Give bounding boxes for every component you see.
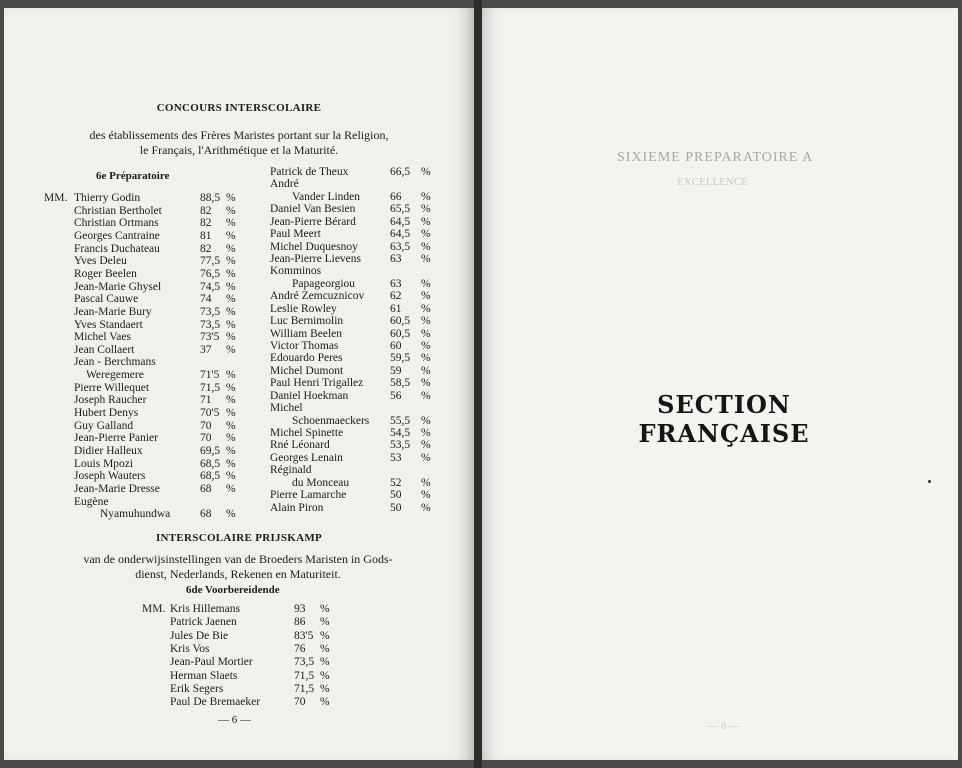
student-name: André bbox=[270, 178, 299, 191]
student-score: 71 bbox=[200, 394, 212, 407]
student-score: 68 bbox=[200, 482, 212, 495]
student-name: Jean-Marie Bury bbox=[74, 305, 152, 318]
result-row bbox=[74, 458, 238, 471]
result-row bbox=[74, 243, 238, 256]
student-score: 71'5 bbox=[200, 369, 220, 382]
result-row bbox=[270, 502, 433, 515]
student-name: Alain Piron bbox=[270, 501, 324, 514]
intro-line-2: le Français, l'Arithmétique et la Maturité. bbox=[139, 143, 339, 157]
result-row bbox=[74, 192, 238, 205]
student-name: Paul Henri Trigallez bbox=[270, 377, 364, 390]
honorific-label: MM. bbox=[44, 192, 68, 204]
student-name: Daniel Hoekman bbox=[270, 389, 349, 402]
student-name: Paul Meert bbox=[270, 228, 321, 241]
result-row bbox=[74, 382, 238, 395]
student-name: Jean-Pierre Lievens bbox=[270, 253, 362, 265]
result-row bbox=[270, 290, 433, 303]
result-row bbox=[74, 369, 238, 382]
result-row bbox=[270, 191, 433, 204]
student-name: Michel Vaes bbox=[74, 331, 131, 344]
percent-sign: % bbox=[320, 669, 330, 682]
result-row bbox=[270, 228, 433, 241]
result-row bbox=[74, 331, 238, 344]
result-row bbox=[170, 630, 332, 643]
student-score: 74,5 bbox=[200, 280, 221, 293]
student-score: 93 bbox=[294, 603, 306, 615]
percent-sign: % bbox=[226, 242, 236, 255]
result-row bbox=[270, 427, 433, 440]
result-row bbox=[270, 178, 433, 191]
percent-sign: % bbox=[226, 381, 236, 394]
student-score: 82 bbox=[200, 204, 212, 217]
percent-sign: % bbox=[226, 280, 236, 293]
result-row bbox=[74, 496, 238, 509]
student-name: Roger Beelen bbox=[74, 267, 137, 280]
student-name: Eugène bbox=[74, 495, 109, 508]
percent-sign: % bbox=[320, 656, 330, 669]
student-score: 61 bbox=[390, 302, 402, 315]
student-score: 68,5 bbox=[200, 457, 221, 470]
percent-sign: % bbox=[226, 217, 236, 230]
student-score: 66 bbox=[390, 190, 402, 203]
student-name: Didier Halleux bbox=[74, 445, 143, 457]
result-row bbox=[74, 281, 238, 294]
result-row bbox=[270, 166, 433, 179]
result-row bbox=[270, 315, 433, 328]
student-name: Jean-Pierre Bérard bbox=[270, 215, 356, 228]
result-row bbox=[170, 696, 332, 709]
student-name: Michel Dumont bbox=[270, 364, 344, 377]
prijskamp-title: INTERSCOLAIRE PRIJSKAMP bbox=[155, 532, 323, 544]
percent-sign: % bbox=[226, 293, 236, 306]
student-score: 56 bbox=[390, 389, 402, 402]
result-row bbox=[170, 616, 332, 629]
page-number: — 6 — bbox=[218, 714, 251, 726]
percent-sign: % bbox=[421, 290, 431, 303]
student-name: Rné Léonard bbox=[270, 439, 330, 452]
percent-sign: % bbox=[226, 255, 236, 268]
student-score: 58,5 bbox=[390, 377, 411, 390]
honorific-label-nl: MM. bbox=[142, 603, 166, 615]
result-row bbox=[170, 603, 332, 616]
percent-sign: % bbox=[421, 203, 431, 216]
student-name: Pierre Willequet bbox=[74, 381, 150, 394]
grade-heading-fr: 6e Préparatoire bbox=[96, 170, 170, 182]
percent-sign: % bbox=[320, 616, 330, 629]
student-name: Nyamuhundwa bbox=[100, 508, 171, 521]
percent-sign: % bbox=[226, 419, 236, 432]
result-row bbox=[74, 255, 238, 268]
student-score: 63,5 bbox=[390, 240, 411, 253]
student-score: 70 bbox=[200, 432, 212, 445]
student-name: Leslie Rowley bbox=[270, 302, 337, 315]
student-name: Patrick de Theux bbox=[270, 166, 349, 178]
result-row bbox=[270, 328, 433, 341]
student-score: 64,5 bbox=[390, 215, 411, 228]
result-row bbox=[170, 683, 332, 696]
percent-sign: % bbox=[320, 642, 330, 655]
student-name: Yves Deleu bbox=[74, 255, 127, 268]
result-row bbox=[270, 452, 433, 465]
student-name: Michel bbox=[270, 402, 303, 415]
percent-sign: % bbox=[226, 305, 236, 318]
student-name: Pierre Lamarche bbox=[270, 489, 347, 502]
result-row bbox=[270, 390, 433, 403]
result-row bbox=[270, 464, 433, 477]
result-row bbox=[270, 415, 433, 428]
student-name: Daniel Van Besien bbox=[270, 203, 356, 216]
percent-sign: % bbox=[226, 318, 236, 331]
student-name: Christian Bertholet bbox=[74, 204, 162, 217]
student-name: Joseph Wauters bbox=[74, 470, 146, 483]
percent-sign: % bbox=[421, 439, 431, 452]
result-row bbox=[270, 352, 433, 365]
percent-sign: % bbox=[421, 389, 431, 402]
percent-sign: % bbox=[421, 427, 431, 440]
percent-sign: % bbox=[421, 240, 431, 253]
result-row bbox=[74, 445, 238, 458]
student-name: Hubert Denys bbox=[74, 407, 139, 420]
student-name: Georges Cantraine bbox=[74, 229, 160, 242]
student-name: Herman Slaets bbox=[170, 669, 238, 682]
percent-sign: % bbox=[226, 229, 236, 242]
student-score: 71,5 bbox=[294, 669, 315, 682]
intro2-line-2: dienst, Nederlands, Rekenen en Maturiteit. bbox=[135, 567, 341, 581]
percent-sign: % bbox=[320, 682, 330, 695]
result-row bbox=[270, 477, 433, 490]
student-name: Jean-Marie Dresse bbox=[74, 482, 160, 495]
student-score: 73,5 bbox=[200, 318, 221, 331]
bleed-through-folio: — 8 — bbox=[707, 720, 740, 732]
student-score: 83'5 bbox=[294, 629, 314, 642]
student-name: Guy Galland bbox=[74, 419, 134, 432]
result-row bbox=[74, 205, 238, 218]
intro-paragraph bbox=[24, 128, 454, 158]
student-name: André Zemcuznicov bbox=[270, 290, 365, 303]
student-score: 54,5 bbox=[390, 427, 411, 440]
percent-sign: % bbox=[421, 302, 431, 315]
bleed-through-heading: SIXIEME PREPARATOIRE A bbox=[617, 150, 814, 165]
result-row bbox=[170, 670, 332, 683]
result-row bbox=[74, 432, 238, 445]
student-score: 71,5 bbox=[294, 682, 315, 695]
student-score: 73,5 bbox=[294, 656, 315, 669]
student-name: Francis Duchateau bbox=[74, 242, 160, 255]
concours-title: CONCOURS INTERSCOLAIRE bbox=[156, 102, 322, 114]
student-name: Michel Spinette bbox=[270, 427, 344, 440]
result-row bbox=[74, 420, 238, 433]
result-row bbox=[74, 407, 238, 420]
result-row bbox=[270, 340, 433, 353]
result-row bbox=[74, 394, 238, 407]
student-name: Jean-Paul Mortier bbox=[170, 656, 253, 669]
student-name: Pascal Cauwe bbox=[74, 293, 139, 306]
student-score: 68,5 bbox=[200, 470, 221, 483]
student-score: 63 bbox=[390, 253, 402, 265]
student-score: 76,5 bbox=[200, 267, 221, 280]
result-row bbox=[270, 377, 433, 390]
student-name: Louis Mpozi bbox=[74, 457, 134, 470]
student-score: 66,5 bbox=[390, 166, 411, 178]
result-row bbox=[270, 365, 433, 378]
percent-sign: % bbox=[320, 629, 330, 642]
student-name: Luc Bernimolin bbox=[270, 315, 344, 328]
student-score: 50 bbox=[390, 501, 402, 514]
percent-sign: % bbox=[421, 476, 431, 489]
student-name: Schoenmaeckers bbox=[292, 414, 370, 427]
result-row bbox=[270, 253, 433, 266]
intro2-paragraph bbox=[18, 552, 458, 582]
intro-line-1: des établissements des Frères Maristes portant sur la Religion, bbox=[89, 128, 389, 142]
student-name: Edouardo Peres bbox=[270, 352, 343, 365]
percent-sign: % bbox=[226, 470, 236, 483]
student-score: 70'5 bbox=[200, 407, 220, 420]
percent-sign: % bbox=[421, 364, 431, 377]
percent-sign: % bbox=[226, 204, 236, 217]
bleed-through-subheading: EXCELLENCE bbox=[677, 176, 748, 188]
student-name: Jules De Bie bbox=[170, 629, 229, 642]
student-score: 60,5 bbox=[390, 327, 411, 340]
student-score: 82 bbox=[200, 242, 212, 255]
student-name: Jean-Pierre Panier bbox=[74, 432, 158, 445]
student-name: Georges Lenain bbox=[270, 451, 343, 464]
student-name: Michel Duquesnoy bbox=[270, 240, 358, 253]
percent-sign: % bbox=[320, 696, 330, 709]
student-score: 70 bbox=[200, 419, 212, 432]
student-name: Komminos bbox=[270, 265, 322, 278]
result-row bbox=[270, 216, 433, 229]
student-score: 63 bbox=[390, 277, 402, 290]
book-gutter bbox=[474, 0, 482, 768]
left-page bbox=[4, 8, 474, 760]
percent-sign: % bbox=[421, 327, 431, 340]
student-name: Vander Linden bbox=[292, 190, 361, 203]
percent-sign: % bbox=[226, 267, 236, 280]
result-row bbox=[74, 217, 238, 230]
student-score: 59,5 bbox=[390, 352, 411, 365]
student-score: 50 bbox=[390, 489, 402, 502]
student-score: 71,5 bbox=[200, 381, 221, 394]
result-row bbox=[270, 203, 433, 216]
result-row bbox=[270, 439, 433, 452]
percent-sign: % bbox=[421, 501, 431, 514]
percent-sign: % bbox=[226, 445, 236, 457]
percent-sign: % bbox=[320, 603, 330, 615]
result-row bbox=[74, 319, 238, 332]
grade-heading-nl: 6de Voorbereidende bbox=[186, 584, 280, 596]
student-score: 53 bbox=[390, 451, 402, 464]
percent-sign: % bbox=[421, 190, 431, 203]
percent-sign: % bbox=[226, 343, 236, 356]
student-name: Thierry Godin bbox=[74, 192, 141, 204]
result-row bbox=[170, 656, 332, 669]
result-row bbox=[270, 241, 433, 254]
student-score: 77,5 bbox=[200, 255, 221, 268]
student-name: Patrick Jaenen bbox=[170, 616, 237, 629]
result-row bbox=[270, 303, 433, 316]
student-name: Réginald bbox=[270, 464, 312, 477]
percent-sign: % bbox=[421, 489, 431, 502]
student-name: Erik Segers bbox=[170, 682, 224, 695]
percent-sign: % bbox=[421, 228, 431, 241]
result-row bbox=[74, 306, 238, 319]
student-name: Jean Collaert bbox=[74, 343, 135, 356]
student-score: 69,5 bbox=[200, 445, 221, 457]
student-name: Victor Thomas bbox=[270, 340, 339, 353]
student-name: Papageorgiou bbox=[292, 277, 356, 290]
student-score: 62 bbox=[390, 290, 402, 303]
speck bbox=[928, 480, 931, 483]
result-row bbox=[74, 356, 238, 369]
student-score: 37 bbox=[200, 343, 212, 356]
student-score: 68 bbox=[200, 508, 212, 521]
percent-sign: % bbox=[226, 482, 236, 495]
student-name: William Beelen bbox=[270, 327, 343, 340]
percent-sign: % bbox=[226, 369, 236, 382]
intro2-line-1: van de onderwijsinstellingen van de Broeders Maristen in Gods- bbox=[83, 552, 393, 566]
student-name: Paul De Bremaeker bbox=[170, 696, 261, 709]
student-score: 65,5 bbox=[390, 203, 411, 216]
percent-sign: % bbox=[421, 451, 431, 464]
student-score: 81 bbox=[200, 229, 212, 242]
percent-sign: % bbox=[421, 277, 431, 290]
percent-sign: % bbox=[421, 414, 431, 427]
result-row bbox=[74, 470, 238, 483]
result-row bbox=[270, 278, 433, 291]
result-row bbox=[74, 230, 238, 243]
percent-sign: % bbox=[421, 166, 431, 178]
student-score: 64,5 bbox=[390, 228, 411, 241]
student-score: 52 bbox=[390, 476, 402, 489]
student-score: 74 bbox=[200, 293, 212, 306]
student-score: 60,5 bbox=[390, 315, 411, 328]
student-name: Kris Hillemans bbox=[170, 603, 240, 615]
student-name: du Monceau bbox=[292, 476, 350, 489]
result-row bbox=[270, 489, 433, 502]
student-score: 76 bbox=[294, 642, 306, 655]
student-score: 60 bbox=[390, 340, 402, 353]
student-score: 73'5 bbox=[200, 331, 220, 344]
result-row bbox=[270, 265, 433, 278]
percent-sign: % bbox=[226, 394, 236, 407]
result-row bbox=[270, 402, 433, 415]
student-name: Yves Standaert bbox=[74, 318, 143, 331]
student-name: Jean - Berchmans bbox=[74, 356, 156, 369]
student-score: 70 bbox=[294, 696, 306, 709]
result-row bbox=[74, 293, 238, 306]
result-row bbox=[74, 508, 238, 521]
percent-sign: % bbox=[226, 457, 236, 470]
student-score: 53,5 bbox=[390, 439, 411, 452]
student-name: Christian Ortmans bbox=[74, 217, 159, 230]
student-name: Kris Vos bbox=[170, 642, 210, 655]
result-row bbox=[74, 268, 238, 281]
student-score: 73,5 bbox=[200, 305, 221, 318]
student-score: 59 bbox=[390, 364, 402, 377]
percent-sign: % bbox=[421, 377, 431, 390]
student-name: Joseph Raucher bbox=[74, 394, 147, 407]
percent-sign: % bbox=[421, 215, 431, 228]
student-score: 86 bbox=[294, 616, 306, 629]
percent-sign: % bbox=[421, 315, 431, 328]
result-row bbox=[74, 483, 238, 496]
right-page bbox=[482, 8, 958, 760]
percent-sign: % bbox=[421, 352, 431, 365]
student-name: Weregemere bbox=[86, 369, 144, 382]
student-name: Jean-Marie Ghysel bbox=[74, 280, 162, 293]
percent-sign: % bbox=[421, 340, 431, 353]
percent-sign: % bbox=[421, 253, 431, 265]
percent-sign: % bbox=[226, 432, 236, 445]
student-score: 82 bbox=[200, 217, 212, 230]
result-row bbox=[170, 643, 332, 656]
percent-sign: % bbox=[226, 508, 236, 521]
percent-sign: % bbox=[226, 331, 236, 344]
percent-sign: % bbox=[226, 192, 236, 204]
student-score: 88,5 bbox=[200, 192, 221, 204]
result-row bbox=[74, 344, 238, 357]
student-score: 55,5 bbox=[390, 414, 411, 427]
percent-sign: % bbox=[226, 407, 236, 420]
section-title: SECTION FRANÇAISE bbox=[638, 390, 810, 448]
